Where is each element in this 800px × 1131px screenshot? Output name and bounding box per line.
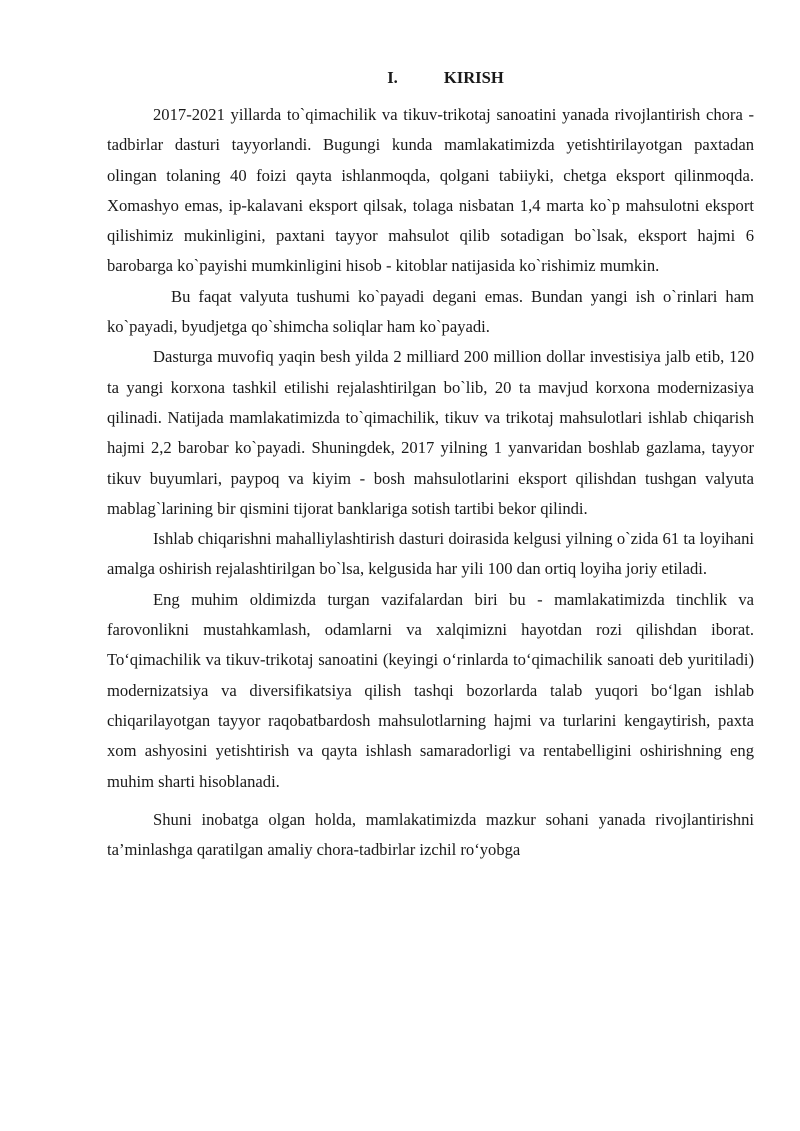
section-heading <box>107 66 754 90</box>
section-number: I. <box>387 68 398 87</box>
paragraph-4: Ishlab chiqarishni mahalliylashtirish dasturi doirasida kelgusi yilning o`zida 61 ta loyihani amalga oshirish rejalashtirilgan bo`lsa, kelgusida har yili 100 dan ortiq loyiha joriy etiladi. <box>107 529 754 579</box>
paragraph-3: Dasturga muvofiq yaqin besh yilda 2 milliard 200 million dollar investisiya jalb etib, 120 ta yangi korxona tashkil etilishi rejalashtirilgan bo`lib, 20 ta mavjud korxona modernizasiya qilinadi. Natijada mamlakatimizda to`qimachilik, tikuv va trikotaj mahsulotlari ishlab chiqarish hajmi 2,2 barobar ko`payadi. Shuningdek, 2017 yilning 1 yanvaridan boshlab gazlama, tayyor tikuv buyumlari, paypoq va kiyim - bosh mahsulotlarini eksport qilishdan tushgan valyuta mablag`larining bir qismini tijorat banklariga sotish tartibi bekor qilindi. <box>107 347 754 518</box>
section-title: KIRISH <box>443 68 504 87</box>
paragraph-5: Eng muhim oldimizda turgan vazifalardan biri bu - mamlakatimizda tinchlik va farovonlikni mustahkamlash, odamlarni va xalqimizni hayotdan rozi qilishdan iborat. To‘qimachilik va tikuv-trikotaj sanoatini (keyingi o‘rinlarda to‘qimachilik sanoati deb yuritiladi) modernizatsiya va diversifikatsiya qilish tashqi bozorlarda talab yuqori bo‘lgan ishlab chiqarilayotgan tayyor raqobatbardosh mahsulotlarning hajmi va turlarini kengaytirish, paxta xom ashyosini yetishtirish va qayta ishlash samaradorligi va rentabelligini oshirishning eng muhim sharti hisoblanadi. <box>107 589 754 791</box>
paragraph-1: 2017-2021 yillarda to`qimachilik va tikuv-trikotaj sanoatini yanada rivojlantirish chora - tadbirlar dasturi tayyorlandi. Bugungi kunda mamlakatimizda yetishtirilayotgan paxtadan olingan tolaning 40 foizi qayta ishlanmoqda, qolgani tabiiyki, chetga eksport qilinmoqda. Xomashyo emas, ip-kalavani eksport qilsak, tolaga nisbatan 1,4 marta ko`p mahsulotni eksport qilishimiz mukinligini, paxtani tayyor mahsulot qilib sotadigan bo`lsak, eksport hajmi 6 barobarga ko`payishi mumkinligini hisob - kitoblar natijasida ko`rishimiz mumkin. <box>107 105 754 276</box>
document-page <box>107 66 754 865</box>
paragraph-6: Shuni inobatga olgan holda, mamlakatimizda mazkur sohani yanada rivojlantirishni ta’minlashga qaratilgan amaliy chora-tadbirlar izchil ro‘yobga <box>107 809 754 860</box>
paragraph-2: Bu faqat valyuta tushumi ko`payadi degani emas. Bundan yangi ish o`rinlari ham ko`payadi, byudjetga qo`shimcha soliqlar ham ko`payadi. <box>107 286 754 337</box>
